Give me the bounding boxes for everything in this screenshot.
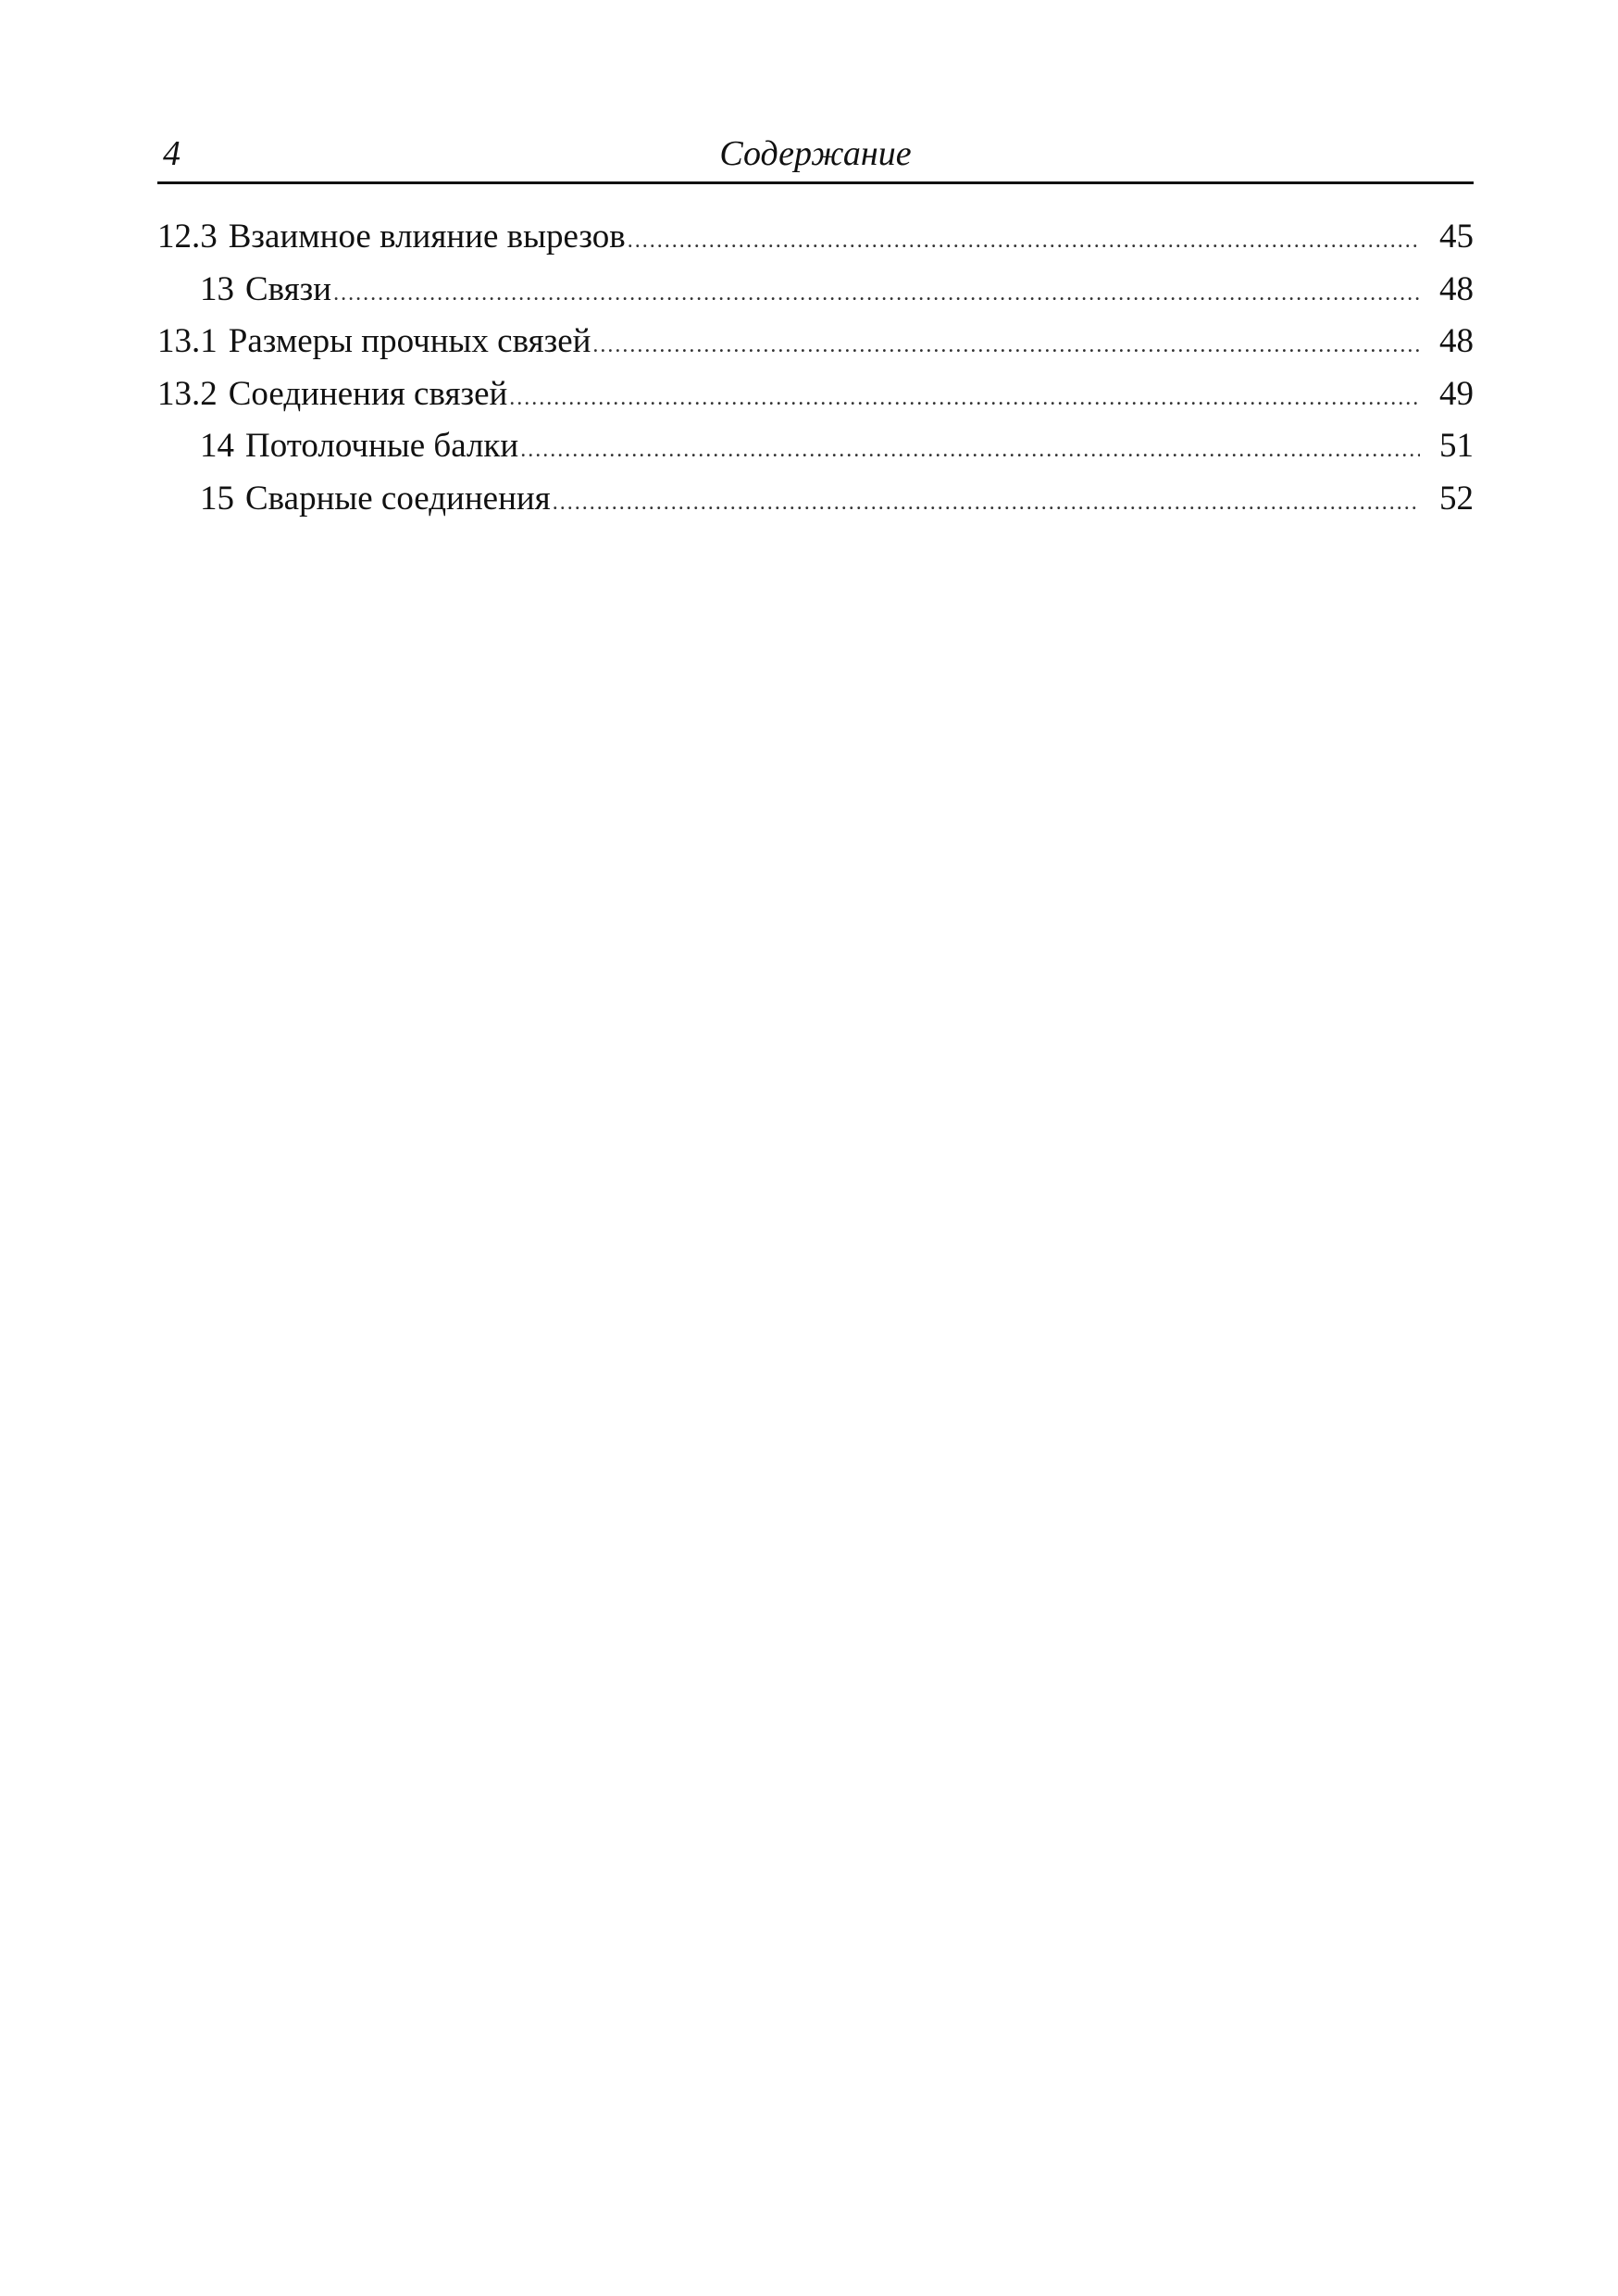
toc-entry-title [200,264,331,316]
toc-entry[interactable] [157,368,1474,421]
dot-leader [520,424,1420,473]
dot-leader [592,319,1420,368]
toc-entry[interactable] [157,211,1474,264]
toc-entry[interactable] [157,316,1474,368]
toc-entry-number: 14 [200,427,234,465]
toc-entry[interactable] [157,420,1474,473]
running-head-title: Содержание [719,134,912,173]
toc-entry-title [157,211,626,263]
toc-entry-page: 51 [1439,427,1474,465]
toc-entry-title [157,316,591,368]
dot-leader [553,477,1420,526]
toc-entry-number: 13 [200,269,234,308]
table-of-contents [157,211,1474,525]
dot-leader [509,372,1420,421]
toc-entry-page: 52 [1439,479,1474,518]
toc-entry-text: Размеры прочных связей [228,322,591,360]
page-header [157,130,1474,184]
toc-entry-title [200,473,551,525]
dot-leader [628,215,1420,264]
toc-entry-number: 15 [200,479,234,518]
toc-entry-page: 48 [1439,322,1474,360]
toc-entry-page: 48 [1439,269,1474,308]
toc-entry-text: Взаимное влияние вырезов [228,218,626,256]
toc-entry-title [200,420,518,472]
toc-entry-text: Соединения связей [228,374,508,413]
page-number: 4 [163,134,180,173]
toc-entry-number: 13.2 [157,374,218,413]
toc-entry-title [157,368,507,420]
toc-entry-number: 12.3 [157,218,218,256]
toc-entry-text: Сварные соединения [245,479,551,518]
toc-entry-text: Потолочные балки [245,427,519,465]
toc-entry-number: 13.1 [157,322,218,360]
toc-entry-text: Связи [245,269,332,308]
toc-entry[interactable] [157,473,1474,526]
dot-leader [333,268,1420,317]
toc-entry-page: 45 [1439,218,1474,256]
toc-entry[interactable] [157,264,1474,317]
toc-entry-page: 49 [1439,374,1474,413]
